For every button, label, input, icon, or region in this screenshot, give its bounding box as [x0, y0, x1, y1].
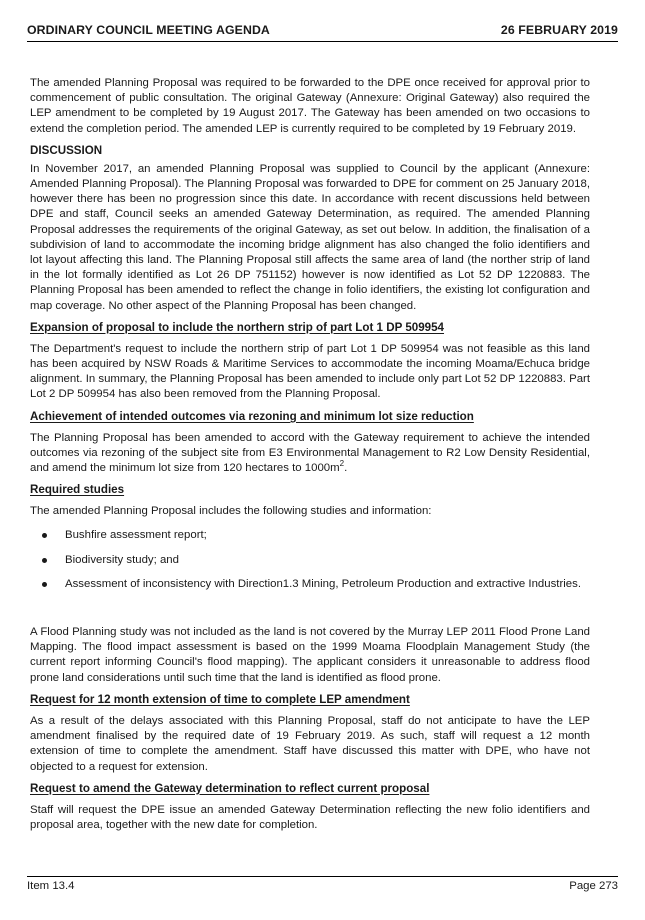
flood-paragraph: A Flood Planning study was not included as the land is not covered by the Murray LEP 2011 Flood Prone Land Mapping. The flood impact assessment is based on the 1999 Moama Floodplain Management Study (the current report informing Council's flood mapping). The applicant considers it unreasonable to address flood prone land considerations until such time that the land is identified as flood prone.	[30, 626, 590, 684]
achievement-text: The Planning Proposal has been amended to accord with the Gateway requirement to achieve the intended outcomes via rezoning of the subject site from E3 Environmental Management to R2 Low Density Residential, and amend the minimum lot size from 120 hectares to 1000m	[30, 431, 590, 475]
expansion-heading: Expansion of proposal to include the northern strip of part Lot 1 DP 509954	[30, 320, 445, 334]
extension-heading: Request for 12 month extension of time to complete LEP amendment	[30, 692, 410, 706]
agenda-date: 26 FEBRUARY 2019	[500, 23, 618, 37]
list-item: Biodiversity study; and	[30, 553, 590, 568]
superscript: 2	[339, 459, 345, 469]
expansion-paragraph: The Department's request to include the northern strip of part Lot 1 DP 509954 was not feasible as this land has been acquired by NSW Roads & Maritime Services to accommodate the incoming Moama/Echuca bridge alignment. In summary, the Planning Proposal has been amended to include only part Lot 52 DP 1220883. Part Lot 2 DP 509954 has also been removed from the Planning Proposal.	[30, 342, 590, 401]
intro-paragraph: The amended Planning Proposal was required to be forwarded to the DPE once received for approval prior to commencement of public consultation. The original Gateway (Annexure: Original Gateway) also required the LEP amendment to be completed by 19 August 2017. The Gateway has been amended on two occasions to extend the completion period. The amended LEP is currently required to be completed by 19 February 2019.	[30, 77, 590, 135]
item-number: Item 13.4	[27, 880, 75, 892]
achievement-end: .	[344, 462, 348, 475]
list-item: Assessment of inconsistency with Direction1.3 Mining, Petroleum Production and extractive Industries.	[30, 577, 590, 592]
achievement-heading: Achievement of intended outcomes via rezoning and minimum lot size reduction	[30, 409, 474, 423]
gateway-paragraph: Staff will request the DPE issue an amended Gateway Determination reflecting the new folio identifiers and proposal area, together with the new date for completion.	[30, 803, 590, 831]
bullet-icon	[42, 558, 47, 563]
page-footer	[27, 876, 618, 892]
discussion-heading: DISCUSSION	[30, 143, 103, 157]
page-number: Page 273	[569, 880, 618, 892]
studies-list	[30, 528, 590, 592]
bullet-icon	[42, 533, 47, 538]
document-body	[30, 76, 590, 833]
extension-paragraph: As a result of the delays associated with this Planning Proposal, staff do not anticipate to have the LEP amendment finalised by the required date of 19 February 2019. As such, staff will request a 12 month extension of time to complete the amendment. Staff have discussed this matter with DPE, who have not objected to a request for extension.	[30, 714, 590, 773]
discussion-paragraph: In November 2017, an amended Planning Proposal was supplied to Council by the applicant (Annexure: Amended Planning Proposal). The Planning Proposal was forwarded to DPE for comment on 25 January 2018, however there has been no progression since this date. In accordance with recent discussions held between DPE and staff, Council seeks an amended Gateway Determination, as required. The amended Planning Proposal addresses the requirements of the original Gateway, as set out below. In addition, the finalisation of a subdivision of land to accommodate the incoming bridge alignment has also changed the folio identifiers and lot layout affecting this land. The Planning Proposal still affects the same area of land (the norther strip of land in the lot formally identified as Lot 26 DP 751152) however is now identified as Lot 52 DP 1220883. The Planning Proposal has been amended to reflect the change in folio identifiers, the existing lot configuration and map coverage. No other aspect of the Planning Proposal has been changed.	[30, 162, 590, 312]
gateway-heading: Request to amend the Gateway determination to reflect current proposal	[30, 781, 430, 795]
achievement-paragraph	[30, 431, 590, 477]
studies-intro: The amended Planning Proposal includes the following studies and information:	[30, 505, 432, 518]
page-header	[27, 19, 618, 42]
list-item: Bushfire assessment report;	[30, 528, 590, 543]
bullet-icon	[42, 582, 47, 587]
agenda-title: ORDINARY COUNCIL MEETING AGENDA	[27, 23, 270, 37]
studies-heading: Required studies	[30, 483, 125, 497]
